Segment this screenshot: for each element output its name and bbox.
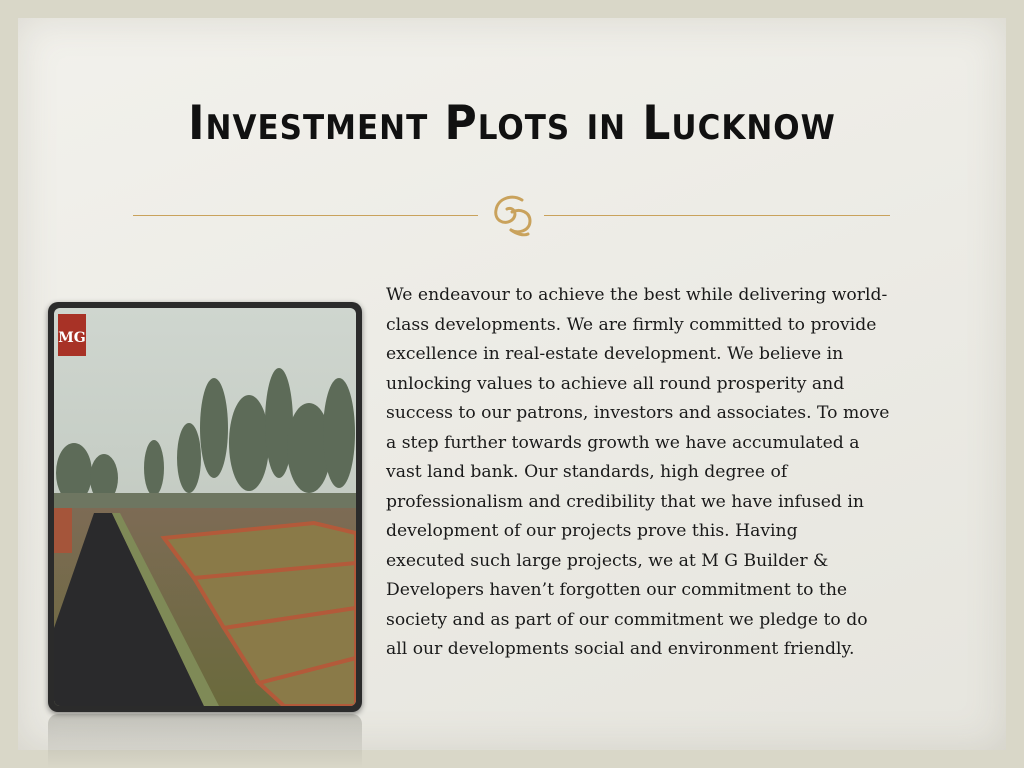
body-line: vast land bank. Our standards, high degree of [386, 462, 788, 482]
body-line: class developments. We are firmly committed to provide [386, 314, 877, 335]
body-line: unlocking values to achieve all round prosperity and [386, 373, 845, 394]
body-line: We endeavour to achieve the best while delivering world- [386, 285, 888, 305]
slide-title: Investment Plots in Lucknow [188, 95, 836, 152]
body-line: professionalism and credibility that we have infused in [386, 491, 864, 512]
photo-logo: MG [58, 330, 86, 346]
body-line: Developers haven’t forgotten our commitment to the [386, 580, 848, 600]
body-line: all our developments social and environment friendly. [386, 639, 855, 659]
photo-reflection [48, 714, 362, 768]
photo-frame [48, 302, 362, 712]
divider-right [544, 215, 890, 216]
body-line: excellence in real-estate development. We believe in [386, 344, 844, 364]
body-line: a step further towards growth we have accumulated a [386, 432, 860, 453]
body-line: success to our patrons, investors and associates. To move [386, 403, 890, 423]
body-line: development of our projects prove this. Having [386, 521, 798, 541]
plot-photo [54, 308, 356, 706]
body-paragraph [386, 281, 992, 665]
body-line: executed such large projects, we at M G Builder & [386, 550, 829, 571]
body-line: society and as part of our commitment we pledge to do [386, 609, 868, 630]
scroll-flourish-icon [478, 190, 544, 238]
divider-left [133, 215, 478, 216]
